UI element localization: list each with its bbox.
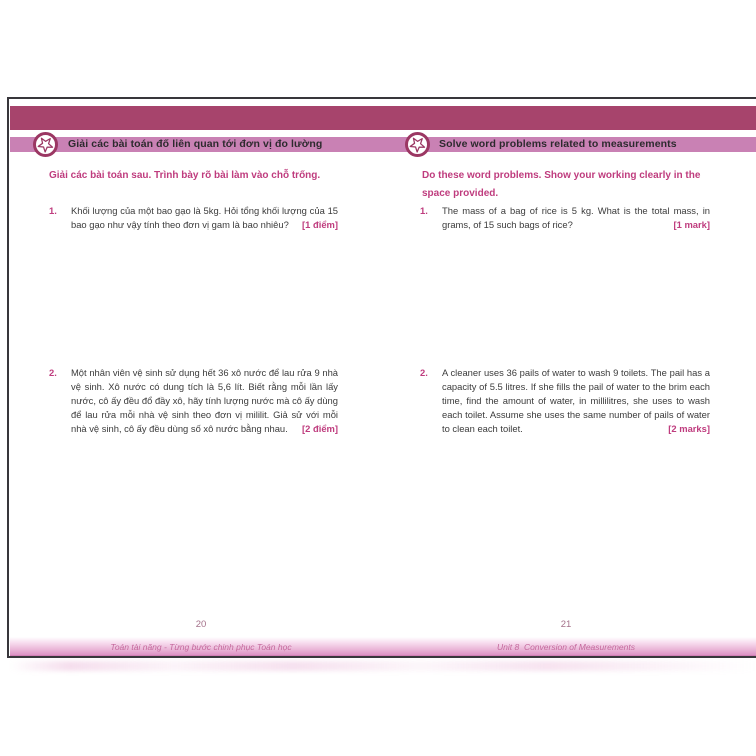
problem-text: Một nhân viên vệ sinh sử dụng hết 36 xô nước để lau rửa 9 nhà vệ sinh. Xô nước có dung tích là 5,6 lít. Biết rằng mỗi lần lấy nước, cô ấy đều đổ đầy xô, hãy tính lượng nước mà cô ấy dùng để lau rửa mỗi nhà vệ sinh theo đơn vị mililit. Giả sử với mỗi nhà vệ sinh, cô ấy đều dùng số xô nước bằng nhau.	[71, 367, 338, 434]
mark-label: [2 marks]	[668, 423, 710, 434]
problem-number: 2.	[49, 367, 57, 378]
problem-number: 1.	[49, 205, 57, 216]
left-footer-text: Toán tài năng - Từng bước chinh phục Toán học	[110, 642, 292, 652]
top-border-rule	[7, 97, 756, 99]
star-icon	[406, 132, 430, 157]
right-page-number: 21	[560, 619, 572, 630]
left-page-number: 20	[195, 619, 207, 630]
star-icon	[33, 132, 58, 157]
left-header-title: Giải các bài toán đố liên quan tới đơn vị đo lường	[68, 138, 323, 150]
left-instruction: Giải các bài toán sau. Trình bày rõ bài làm vào chỗ trống.	[49, 170, 321, 181]
mark-label: [1 điểm]	[302, 219, 338, 230]
problem-text: A cleaner uses 36 pails of water to wash 9 toilets. The pail has a capacity of 5.5 litres. If she fills the pail of water to the brim each time, find the amount of water, in millilitres, she uses to wash each toilet. Assume she uses the same number of pails of water to clean each toilet.	[442, 367, 710, 434]
problem-text: Khối lượng của một bao gạo là 5kg. Hỏi tổng khối lượng của 15 bao gạo như vậy tính theo đơn vị gam là bao nhiêu?	[71, 205, 338, 230]
problem-number: 1.	[420, 205, 428, 216]
star-icon	[34, 132, 58, 157]
right-header-title: Solve word problems related to measurements	[439, 138, 677, 150]
top-maroon-bar	[10, 106, 756, 130]
right-instruction: Do these word problems. Show your working clearly in the space provided.	[422, 170, 701, 199]
mark-label: [2 điểm]	[302, 423, 338, 434]
mark-label: [1 mark]	[673, 219, 710, 230]
scan-artifact	[10, 661, 756, 671]
right-footer-text: Unit 8 Conversion of Measurements	[497, 642, 635, 652]
problem-number: 2.	[420, 367, 428, 378]
problem-text: The mass of a bag of rice is 5 kg. What is the total mass, in grams, of 15 such bags of rice?	[442, 205, 710, 230]
bottom-border-rule	[7, 656, 756, 658]
left-border-rule	[7, 97, 9, 658]
star-icon	[405, 132, 430, 157]
